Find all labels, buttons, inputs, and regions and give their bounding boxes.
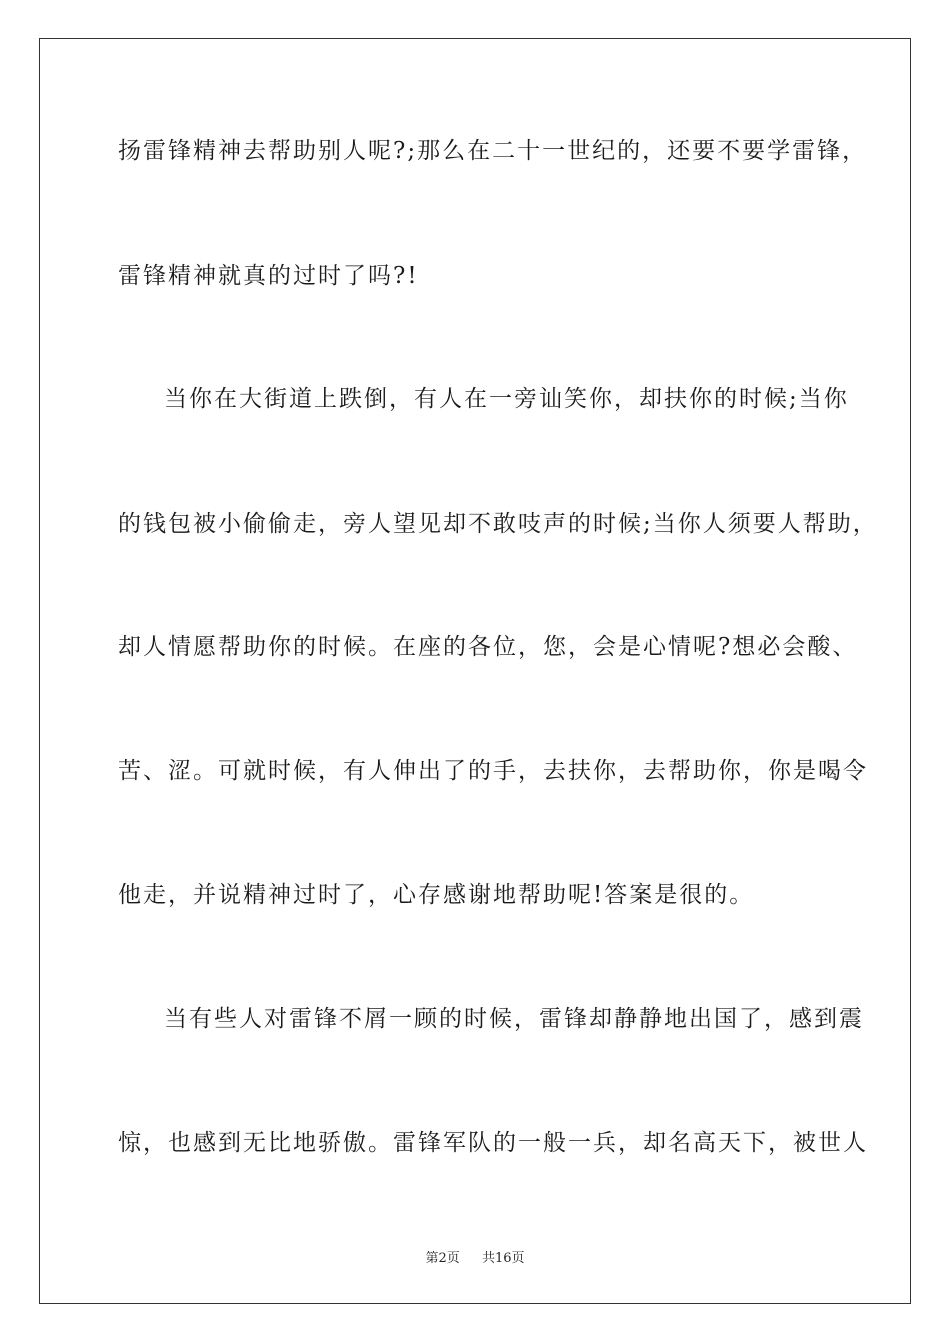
text-line-5: 却人情愿帮助你的时候。在座的各位，您，会是心情呢?想必会酸、 bbox=[118, 634, 858, 660]
text-line-6: 苦、涩。可就时候，有人伸出了的手，去扶你，去帮助你，你是喝令 bbox=[118, 758, 868, 784]
text-line-2: 雷锋精神就真的过时了吗?! bbox=[118, 263, 419, 289]
page-border bbox=[39, 38, 911, 1304]
text-line-7: 他走，并说精神过时了，心存感谢地帮助呢!答案是很的。 bbox=[118, 882, 755, 908]
text-line-3: 当你在大街道上跌倒，有人在一旁讪笑你，却扶你的时候;当你 bbox=[164, 386, 849, 412]
text-line-1: 扬雷锋精神去帮助别人呢?;那么在二十一世纪的，还要不要学雷锋， bbox=[118, 138, 868, 164]
page-footer bbox=[0, 1247, 950, 1266]
text-line-8: 当有些人对雷锋不屑一顾的时候，雷锋却静静地出国了，感到震 bbox=[164, 1006, 864, 1032]
text-line-9: 惊，也感到无比地骄傲。雷锋军队的一般一兵，却名高天下，被世人 bbox=[118, 1130, 868, 1156]
page-total: 共16页 bbox=[482, 1251, 525, 1266]
text-line-4: 的钱包被小偷偷走，旁人望见却不敢吱声的时候;当你人须要人帮助， bbox=[118, 511, 878, 537]
page-number: 第2页 bbox=[425, 1251, 460, 1266]
